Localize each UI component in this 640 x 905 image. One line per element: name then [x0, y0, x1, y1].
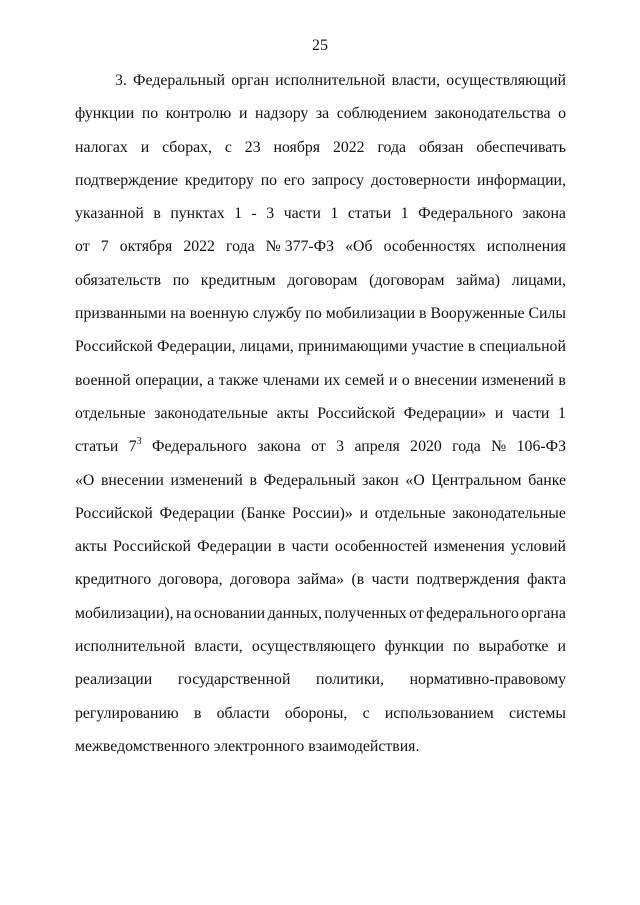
- word: (Банке: [241, 504, 286, 522]
- word: 1: [558, 404, 566, 422]
- word: Федерации»: [403, 404, 487, 422]
- word: 1: [234, 205, 243, 223]
- word: займа»: [297, 571, 345, 589]
- word: года: [226, 238, 255, 256]
- word: от: [409, 604, 424, 622]
- word: по: [172, 271, 190, 289]
- page-number: 25: [312, 37, 328, 54]
- word: отдельные: [374, 504, 446, 522]
- word: изменений: [170, 471, 243, 489]
- word: договора: [230, 571, 291, 589]
- paragraph-line: [75, 138, 566, 171]
- word: с: [362, 704, 370, 722]
- article-reference: [129, 437, 142, 470]
- word: соблюдением: [336, 105, 428, 123]
- word: мобилизации),: [75, 604, 174, 622]
- word: его: [283, 171, 305, 189]
- word: Федеральный: [133, 72, 226, 89]
- word: подтверждения: [416, 571, 520, 589]
- word: исполнения: [486, 238, 566, 256]
- word: Российской: [113, 538, 191, 556]
- word: 2020: [410, 438, 442, 456]
- word: надзору: [254, 105, 309, 123]
- word: договора,: [158, 571, 223, 589]
- paragraph-line: [75, 371, 566, 404]
- word: (в: [351, 571, 365, 589]
- paragraph-line: [75, 104, 566, 137]
- word: и: [359, 504, 369, 522]
- word: Российской: [75, 338, 153, 356]
- word: исполнительной: [75, 638, 186, 656]
- word: закон: [362, 471, 399, 489]
- paragraph-line: [75, 437, 566, 470]
- word: Федерации: [159, 504, 235, 522]
- word: Федеральный: [263, 471, 356, 489]
- word: от: [75, 238, 90, 256]
- word: данных,: [267, 604, 322, 622]
- word: нормативно-правовому: [409, 671, 566, 689]
- word: законодательные: [154, 404, 268, 422]
- word: кредитного: [75, 571, 152, 589]
- word: основании: [193, 604, 266, 622]
- word: Федерации: [197, 538, 272, 556]
- word: кредитору: [184, 171, 254, 189]
- word: особенностей: [334, 538, 428, 556]
- paragraph-line: [75, 471, 566, 504]
- word: апреля: [354, 438, 400, 456]
- word: года: [377, 138, 407, 156]
- word: реализации: [75, 671, 153, 689]
- word: лицами,: [239, 338, 294, 356]
- paragraph-line: [75, 337, 566, 370]
- word: запросу: [311, 171, 365, 189]
- word: службу: [252, 305, 302, 323]
- word: выработке: [478, 638, 549, 656]
- word: Силы: [528, 305, 566, 323]
- word: акты: [75, 538, 107, 556]
- word: октября: [119, 238, 173, 256]
- paragraph-line: [75, 504, 566, 537]
- word: принимающими: [297, 338, 408, 356]
- word: 106-ФЗ: [516, 438, 566, 456]
- word: системы: [508, 704, 566, 722]
- word: и: [388, 371, 398, 389]
- word: по: [260, 171, 278, 189]
- word: осуществляющий: [446, 72, 566, 89]
- word: по: [141, 105, 159, 123]
- word: кредитным: [200, 271, 276, 289]
- paragraph-line: [75, 570, 566, 603]
- word: их: [323, 371, 341, 389]
- word: № 377-ФЗ: [265, 238, 335, 256]
- word: законодательные: [452, 504, 566, 522]
- word: в: [249, 471, 257, 489]
- word: изменения: [433, 538, 505, 556]
- word: по: [453, 638, 470, 656]
- word: указанной: [75, 205, 144, 223]
- word: части: [291, 538, 329, 556]
- word: с: [224, 138, 232, 156]
- word: внесении: [414, 371, 478, 389]
- word: 1: [400, 205, 409, 223]
- word: договорам: [287, 271, 358, 289]
- paragraph-line: [75, 737, 566, 770]
- paragraph-line: [75, 204, 566, 237]
- word: особенностях: [383, 238, 476, 256]
- word: военную: [189, 305, 249, 323]
- word: семей: [344, 371, 385, 389]
- word: Российской: [75, 504, 153, 522]
- word: банке: [528, 471, 566, 489]
- word: налогах: [75, 138, 128, 156]
- word: также: [218, 371, 259, 389]
- word: статьи: [75, 438, 119, 456]
- word: функции: [75, 105, 135, 123]
- paragraph-line: [75, 271, 566, 304]
- word: достоверности: [370, 171, 471, 189]
- word: №: [491, 438, 507, 456]
- word: в: [467, 338, 476, 356]
- paragraph-line: [75, 237, 566, 270]
- word: отдельные: [75, 404, 146, 422]
- word: 3: [336, 438, 345, 456]
- paragraph-line: [75, 71, 566, 104]
- word: в: [419, 305, 427, 323]
- word: осуществляющего: [251, 638, 376, 656]
- word: подтверждение: [75, 171, 178, 189]
- word: мобилизации: [325, 305, 416, 323]
- word: Вооруженные: [430, 305, 525, 323]
- word: части: [371, 571, 409, 589]
- word: 3: [266, 205, 275, 223]
- word: акты: [276, 404, 309, 422]
- article-number: 7: [128, 438, 137, 456]
- word: членами: [262, 371, 320, 389]
- word: исполнительной: [275, 72, 386, 89]
- word: года: [452, 438, 481, 456]
- paragraph-line: [75, 537, 566, 570]
- word: «О: [405, 471, 425, 489]
- word: и: [140, 138, 150, 156]
- word: 1: [330, 205, 339, 223]
- word: информации,: [477, 171, 566, 189]
- word: государственной: [177, 671, 291, 689]
- word: факта: [527, 571, 566, 589]
- word: Федерального: [418, 205, 513, 223]
- word: Российской: [317, 404, 396, 422]
- word: статьи: [347, 205, 392, 223]
- word: законодательства: [434, 105, 551, 123]
- word: закона: [257, 438, 301, 456]
- paragraph-line: [75, 637, 566, 670]
- word: части: [512, 404, 550, 422]
- word: (договорам: [369, 271, 445, 289]
- word: обороны,: [284, 704, 348, 722]
- word: а: [207, 371, 215, 389]
- word: обязательств: [75, 271, 162, 289]
- paragraph-line: [75, 604, 566, 637]
- word: Центральном: [431, 471, 522, 489]
- word: орган: [231, 72, 269, 89]
- word: обязан: [418, 138, 464, 156]
- word: обеспечивать: [476, 138, 566, 156]
- word: полученных: [324, 604, 407, 622]
- word: 3.: [115, 72, 127, 89]
- word: внесении: [100, 471, 164, 489]
- word: России)»: [292, 504, 353, 522]
- word: пунктах: [170, 205, 225, 223]
- word: в: [558, 371, 566, 389]
- word: и: [494, 404, 504, 422]
- word: на: [175, 604, 192, 622]
- word: власти,: [194, 638, 243, 656]
- word: «О: [75, 471, 95, 489]
- word: межведомственного электронного взаимодействия.: [75, 737, 420, 755]
- word: специальной: [479, 338, 566, 356]
- word: условий: [510, 538, 566, 556]
- word: и: [557, 638, 566, 656]
- word: 2022: [332, 138, 365, 156]
- word: сборах,: [162, 138, 212, 156]
- word: операции,: [135, 371, 203, 389]
- word: -: [251, 205, 257, 223]
- word: и: [238, 105, 248, 123]
- word: военной: [75, 371, 131, 389]
- word: от: [311, 438, 326, 456]
- word: в: [277, 538, 286, 556]
- word: займа): [456, 271, 501, 289]
- word: области: [216, 704, 270, 722]
- word: «Об: [345, 238, 373, 256]
- word: призванными: [75, 305, 167, 323]
- word: 2022: [183, 238, 215, 256]
- word: функции: [384, 638, 444, 656]
- word: 23: [244, 138, 261, 156]
- word: политики,: [316, 671, 384, 689]
- word: ноября: [273, 138, 321, 156]
- word: в: [193, 704, 202, 722]
- document-paragraph: [75, 71, 566, 770]
- word: лицами,: [511, 271, 566, 289]
- word: Федерального: [152, 438, 247, 456]
- word: о: [558, 105, 566, 123]
- word: 7: [100, 238, 109, 256]
- word: власти,: [391, 72, 441, 89]
- word: части: [283, 205, 322, 223]
- word: органа: [521, 604, 566, 622]
- paragraph-line: [75, 670, 566, 703]
- word: использованием: [384, 704, 494, 722]
- word: изменений: [481, 371, 554, 389]
- word: по: [305, 305, 322, 323]
- word: контролю: [165, 105, 232, 123]
- word: закона: [522, 205, 566, 223]
- article-superscript: 3: [136, 436, 142, 448]
- paragraph-line: [75, 304, 566, 337]
- paragraph-line: [75, 171, 566, 204]
- word: федерального: [426, 604, 519, 622]
- paragraph-line: [75, 704, 566, 737]
- word: Федерации,: [156, 338, 236, 356]
- word: регулированию: [75, 704, 179, 722]
- word: о: [401, 371, 410, 389]
- word: за: [315, 105, 330, 123]
- paragraph-line: [75, 404, 566, 437]
- word: на: [170, 305, 186, 323]
- word: участие: [411, 338, 464, 356]
- word: в: [153, 205, 161, 223]
